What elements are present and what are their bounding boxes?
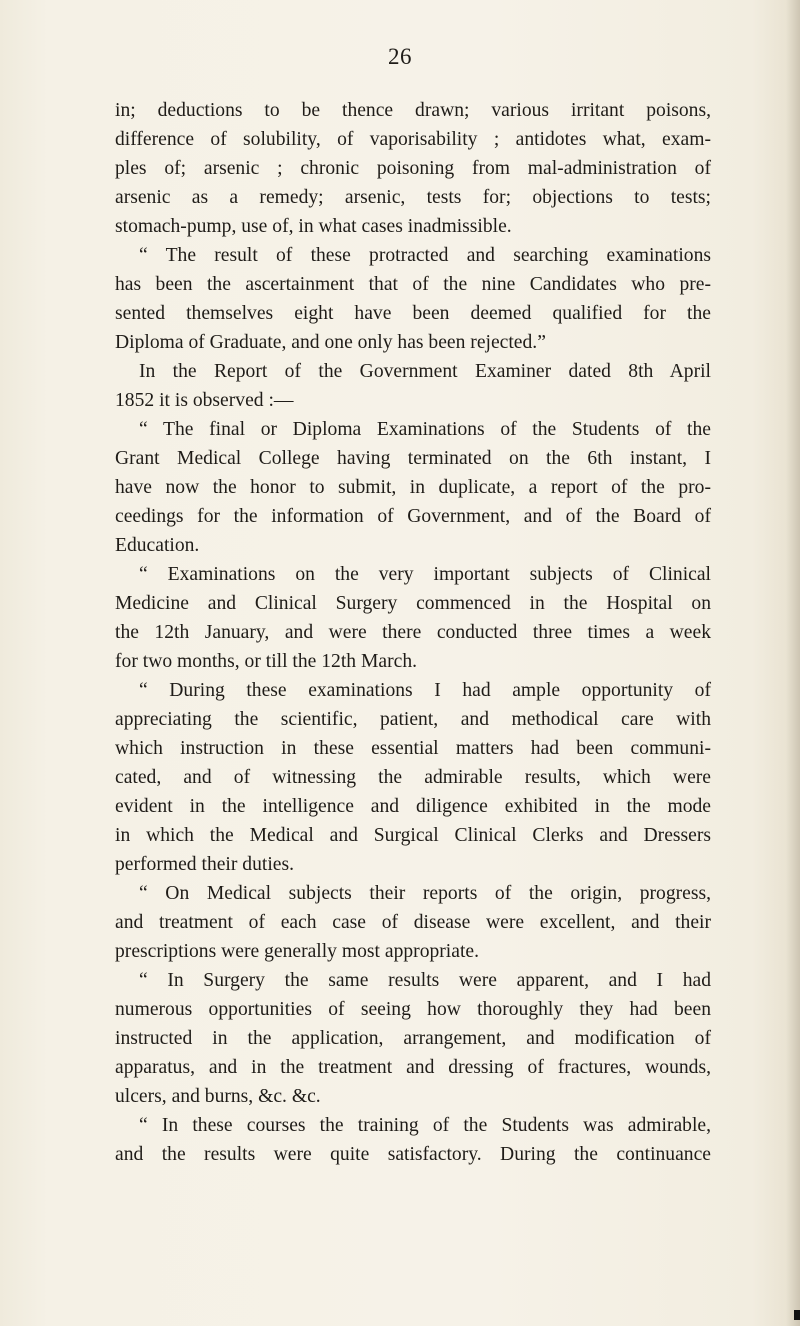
- text-line: “ The result of these protracted and searching examinations: [139, 245, 711, 266]
- text-line: evident in the intelligence and diligence exhibited in the mode: [115, 796, 711, 817]
- text-line: numerous opportunities of seeing how thoroughly they had been: [115, 999, 711, 1020]
- corner-mark: [794, 1310, 800, 1320]
- text-line: ceedings for the information of Government, and of the Board of: [115, 506, 711, 527]
- text-line: “ Examinations on the very important subjects of Clinical: [139, 564, 711, 585]
- page-number: 26: [388, 44, 412, 69]
- text-line: Diploma of Graduate, and one only has been rejected.”: [115, 332, 546, 353]
- text-line: “ In Surgery the same results were apparent, and I had: [139, 970, 711, 991]
- text-line: prescriptions were generally most appropriate.: [115, 941, 479, 962]
- text-line: and treatment of each case of disease were excellent, and their: [115, 912, 711, 933]
- text-line: performed their duties.: [115, 854, 295, 875]
- text-line: in; deductions to be thence drawn; various irritant poisons,: [115, 100, 711, 121]
- text-line: apparatus, and in the treatment and dressing of fractures, wounds,: [115, 1057, 711, 1078]
- text-line: “ On Medical subjects their reports of the origin, progress,: [139, 883, 711, 904]
- page-edge-shadow: [786, 0, 800, 1326]
- text-line: arsenic as a remedy; arsenic, tests for; objections to tests;: [115, 187, 711, 208]
- text-line: sented themselves eight have been deemed qualified for the: [115, 303, 711, 324]
- text-line: stomach-pump, use of, in what cases inadmissible.: [115, 216, 512, 237]
- text-line: which instruction in these essential matters had been communi-: [115, 738, 711, 759]
- text-line: Medicine and Clinical Surgery commenced in the Hospital on: [115, 593, 711, 614]
- text-line: and the results were quite satisfactory. During the continuance: [115, 1144, 711, 1165]
- text-line: difference of solubility, of vaporisability ; antidotes what, exam-: [115, 129, 711, 150]
- text-line: ulcers, and burns, &c. &c.: [115, 1086, 321, 1107]
- text-line: have now the honor to submit, in duplicate, a report of the pro-: [115, 477, 711, 498]
- text-line: has been the ascertainment that of the nine Candidates who pre-: [115, 274, 711, 295]
- text-line: “ In these courses the training of the Students was admirable,: [139, 1115, 711, 1136]
- text-line: in which the Medical and Surgical Clinical Clerks and Dressers: [115, 825, 711, 846]
- text-line: for two months, or till the 12th March.: [115, 651, 418, 672]
- text-line: Education.: [115, 535, 200, 556]
- text-line: cated, and of witnessing the admirable results, which were: [115, 767, 711, 788]
- text-line: instructed in the application, arrangement, and modification of: [115, 1028, 711, 1049]
- text-line: Grant Medical College having terminated on the 6th instant, I: [115, 448, 711, 469]
- text-line: the 12th January, and were there conducted three times a week: [115, 622, 711, 643]
- text-line: 1852 it is observed :—: [115, 390, 294, 411]
- text-line: In the Report of the Government Examiner dated 8th April: [139, 361, 711, 382]
- text-line: ples of; arsenic ; chronic poisoning from mal-administration of: [115, 158, 711, 179]
- text-line: appreciating the scientific, patient, and methodical care with: [115, 709, 711, 730]
- text-line: “ The final or Diploma Examinations of the Students of the: [139, 419, 711, 440]
- body-text: [115, 96, 711, 1169]
- text-line: “ During these examinations I had ample opportunity of: [139, 680, 711, 701]
